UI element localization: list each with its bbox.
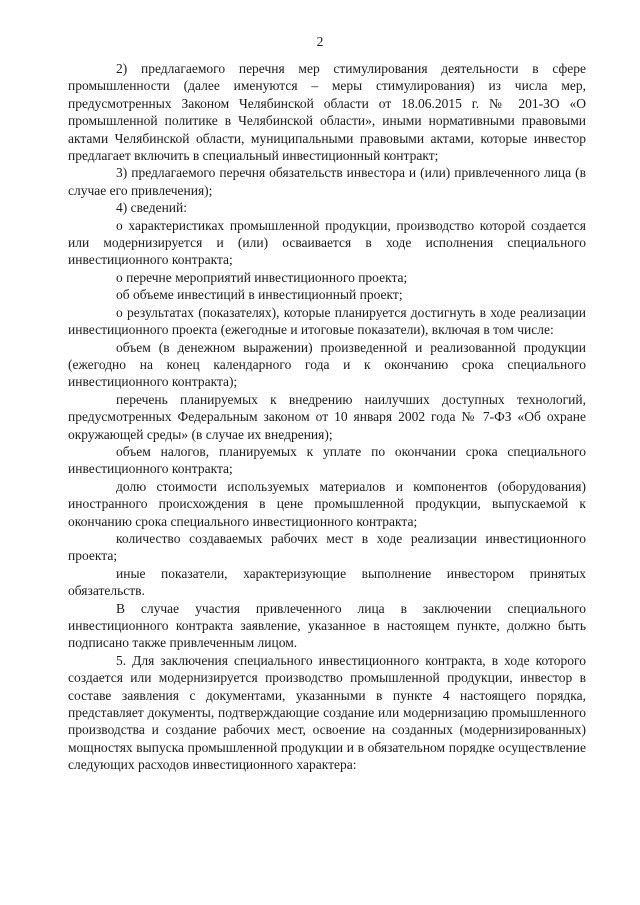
paragraph: о результатах (показателях), которые планируется достигнуть в ходе реализации инвестиционного проекта (ежегодные и итоговые показатели), включая в том числе: bbox=[68, 304, 586, 338]
paragraph: 5. Для заключения специального инвестиционного контракта, в ходе которого создается или модернизируется производство промышленной продукции, инвестор в составе заявления с документами, указанными в пункте 4 настоящего порядка, представляет документы, подтверждающие создание или модернизацию промышленного производства и создание рабочих мест, освоение на созданных (модернизированных) мощностях выпуска промышленной продукции и в обязательном порядке осуществление следующих расходов инвестиционного характера: bbox=[68, 652, 586, 773]
paragraph: о перечне мероприятий инвестиционного проекта; bbox=[116, 269, 408, 285]
paragraph: иные показатели, характеризующие выполнение инвестором принятых обязательств. bbox=[68, 565, 586, 599]
paragraph: о характеристиках промышленной продукции, производство которой создается или модернизируется и (или) осваивается в ходе исполнения специального инвестиционного контракта; bbox=[68, 217, 586, 268]
paragraph: количество создаваемых рабочих мест в ходе реализации инвестиционного проекта; bbox=[68, 530, 586, 564]
paragraph: долю стоимости используемых материалов и компонентов (оборудования) иностранного происхождения в цене промышленной продукции, выпускаемой к окончанию срока специального инвестиционного контракта; bbox=[68, 478, 586, 529]
paragraph: объем (в денежном выражении) произведенной и реализованной продукции (ежегодно на конец календарного года и к окончанию срока специального инвестиционного контракта); bbox=[68, 339, 586, 390]
paragraph: 4) сведений: bbox=[116, 200, 188, 216]
paragraph: перечень планируемых к внедрению наилучших доступных технологий, предусмотренных Федеральным законом от 10 января 2002 года № 7-ФЗ «Об охране окружающей среды» (в случае их внедрения); bbox=[68, 391, 586, 442]
document-body bbox=[68, 60, 586, 774]
paragraph: 3) предлагаемого перечня обязательств инвестора и (или) привлеченного лица (в случае его привлечения); bbox=[68, 165, 586, 198]
paragraph: об объеме инвестиций в инвестиционный проект; bbox=[116, 287, 403, 303]
paragraph: В случае участия привлеченного лица в заключении специального инвестиционного контракта заявление, указанное в настоящем пункте, должно быть подписано также привлеченным лицом. bbox=[68, 600, 586, 651]
page-number: 2 bbox=[316, 34, 324, 49]
paragraph: 2) предлагаемого перечня мер стимулирования деятельности в сфере промышленности (далее именуются – меры стимулирования) из числа мер, предусмотренных Законом Челябинской области от 18.06.2015 г. № 201-ЗО «О промышленной политике в Челябинской области», иными нормативными правовыми актами Челябинской области, муниципальными правовыми актами, которые инвестор предлагает включить в специальный инвестиционный контракт; bbox=[68, 61, 586, 164]
paragraph: объем налогов, планируемых к уплате по окончании срока специального инвестиционного контракта; bbox=[68, 443, 586, 477]
